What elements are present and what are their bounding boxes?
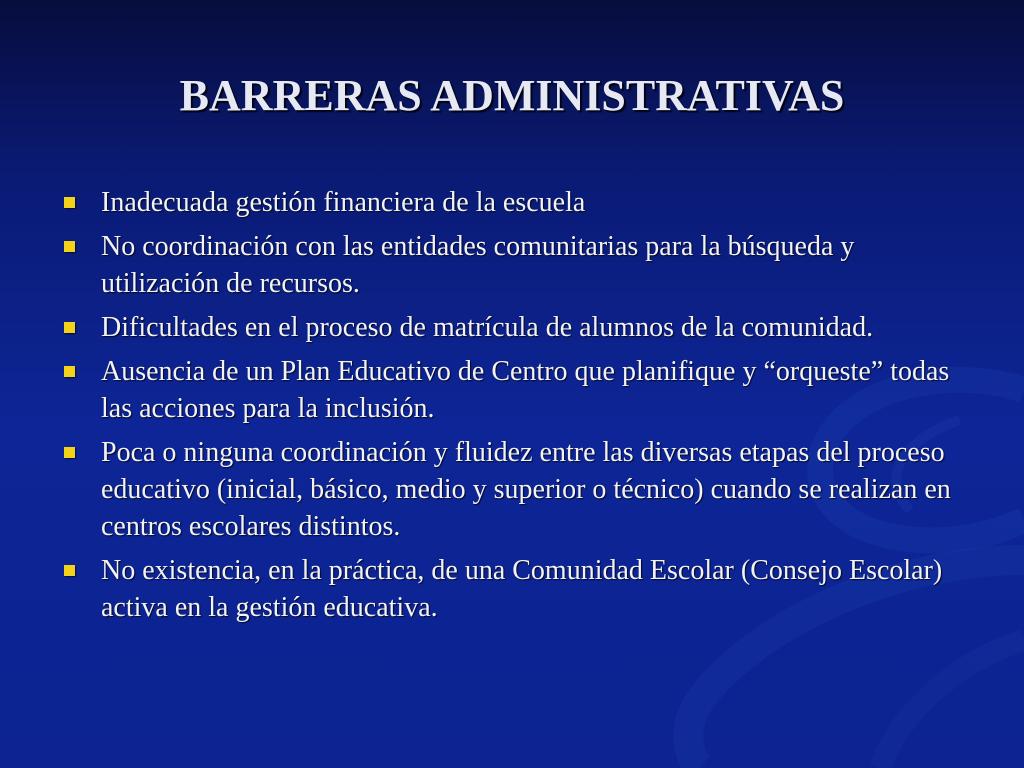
bullet-text: No coordinación con las entidades comunitarias para la búsqueda y utilización de recursos.: [101, 231, 855, 299]
square-bullet-icon: [64, 241, 75, 252]
square-bullet-icon: [64, 565, 75, 576]
bullet-item: [62, 309, 972, 346]
square-bullet-icon: [64, 366, 75, 377]
bullet-list: [62, 184, 972, 633]
bullet-text: Ausencia de un Plan Educativo de Centro que planifique y “orqueste” todas las acciones para la inclusión.: [101, 356, 950, 424]
bullet-item: [62, 353, 972, 427]
bullet-item: [62, 552, 972, 626]
bullet-text: No existencia, en la práctica, de una Comunidad Escolar (Consejo Escolar) activa en la gestión educativa.: [101, 555, 943, 623]
square-bullet-icon: [64, 197, 75, 208]
square-bullet-icon: [64, 322, 75, 333]
bullet-text: Poca o ninguna coordinación y fluidez entre las diversas etapas del proceso educativo (inicial, básico, medio y superior o técnico) cuando se realizan en centros escolares distintos.: [101, 437, 951, 542]
bullet-item: [62, 228, 972, 302]
bullet-text: Inadecuada gestión financiera de la escuela: [101, 187, 586, 218]
bullet-item: [62, 434, 972, 545]
slide-title: BARRERAS ADMINISTRATIVAS: [179, 71, 845, 120]
bullet-text: Dificultades en el proceso de matrícula de alumnos de la comunidad.: [101, 312, 874, 343]
bullet-item: [62, 184, 972, 221]
square-bullet-icon: [64, 447, 75, 458]
